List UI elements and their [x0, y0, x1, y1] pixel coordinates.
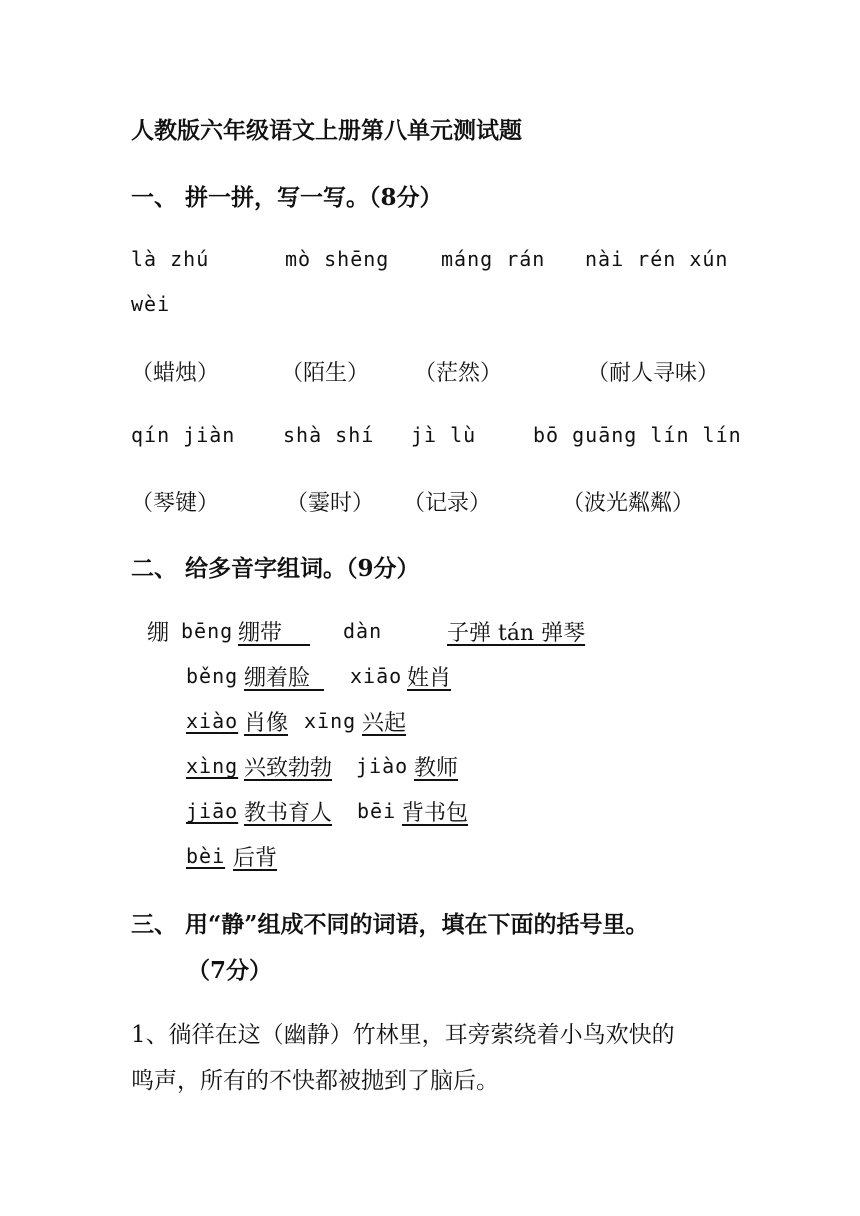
- pinyin-1: là zhú: [131, 247, 210, 271]
- poly-pinyin: běng: [186, 664, 239, 688]
- word-6: （霎时）: [286, 491, 375, 516]
- pinyin-5: qín jiàn: [131, 423, 236, 447]
- poly-pinyin: jiào: [356, 754, 409, 778]
- poly-pinyin: bèi: [186, 844, 226, 868]
- polyphone-char: 绷: [147, 621, 170, 646]
- word-5: （琴键）: [131, 491, 220, 516]
- question-1-line-2: 鸣声，所有的不快都被抛到了脑后。: [131, 1068, 499, 1094]
- word-7: （记录）: [403, 491, 492, 516]
- question-1-line-1: 1、徜徉在这（幽静）竹林里，耳旁萦绕着小鸟欢快的: [131, 1022, 675, 1048]
- poly-pinyin: bēi: [357, 799, 397, 823]
- pinyin-4-cont: wèi: [131, 292, 171, 316]
- pinyin-2: mò shēng: [285, 247, 390, 271]
- poly-answer: 绷着脸: [244, 666, 324, 691]
- word-1: （蜡烛）: [131, 361, 220, 386]
- pinyin-3: máng rán: [441, 247, 546, 271]
- poly-answer: 后背: [233, 846, 278, 871]
- word-4: （耐人寻味）: [587, 361, 720, 386]
- poly-answer: 教师: [414, 756, 459, 781]
- poly-answer: 绷带: [238, 621, 310, 646]
- word-3: （茫然）: [414, 361, 503, 386]
- pinyin-6: shà shí: [283, 423, 375, 447]
- poly-pinyin: xīng: [304, 709, 357, 733]
- pinyin-8: bō guāng lín lín: [533, 423, 742, 447]
- poly-pinyin: xìng: [186, 754, 239, 778]
- poly-answer: 教书育人: [244, 801, 333, 826]
- poly-answer: 肖像: [244, 711, 289, 736]
- poly-pinyin: jiāo: [186, 799, 239, 823]
- poly-answer: 兴致勃勃: [244, 756, 333, 781]
- poly-pinyin: xiāo: [350, 664, 403, 688]
- word-2: （陌生）: [281, 361, 370, 386]
- poly-answer: 子弹 tán 弹琴: [447, 621, 586, 646]
- pinyin-4: nài rén xún: [585, 247, 729, 271]
- poly-answer: 兴起: [362, 711, 407, 736]
- word-8: （波光粼粼）: [562, 491, 695, 516]
- poly-pinyin: bēng: [181, 619, 234, 643]
- poly-answer: 姓肖: [407, 666, 452, 691]
- pinyin-7: jì lù: [411, 423, 477, 447]
- section-3-heading: 三、 用“静”组成不同的词语，填在下面的括号里。: [131, 911, 649, 938]
- page-title: 人教版六年级语文上册第八单元测试题: [131, 117, 522, 144]
- section-3-heading-score: （7分）: [187, 957, 273, 984]
- poly-pinyin: xiào: [186, 709, 239, 733]
- section-1-heading: 一、 拼一拼，写一写。（8分）: [131, 184, 443, 211]
- section-2-heading: 二、 给多音字组词。（9分）: [131, 555, 420, 582]
- poly-pinyin: dàn: [343, 619, 383, 643]
- poly-answer: 背书包: [402, 801, 469, 826]
